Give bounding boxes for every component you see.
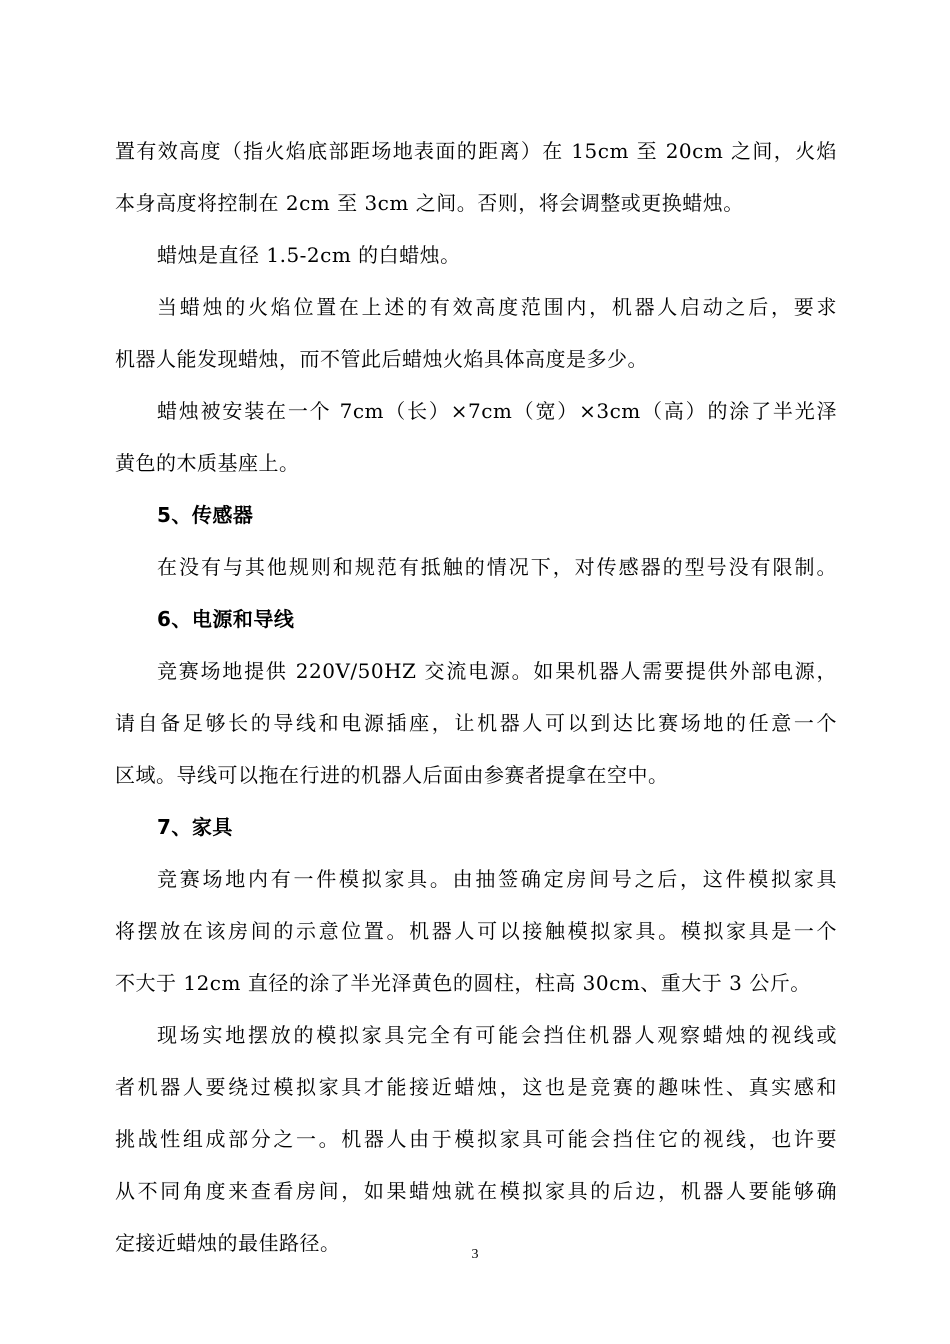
paragraph-line: 挑战性组成部分之一。机器人由于模拟家具可能会挡住它的视线，也许要 [115,1127,837,1151]
paragraph-line: 区域。导线可以拖在行进的机器人后面由参赛者提拿在空中。 [115,763,669,787]
paragraph-line: 者机器人要绕过模拟家具才能接近蜡烛，这也是竞赛的趣味性、真实感和 [115,1075,837,1099]
section-heading-furniture: 7、家具 [157,815,233,839]
paragraph-line: 当蜡烛的火焰位置在上述的有效高度范围内，机器人启动之后，要求 [157,295,837,319]
paragraph-line: 将摆放在该房间的示意位置。机器人可以接触模拟家具。模拟家具是一个 [115,919,837,943]
paragraph-line: 置有效高度（指火焰底部距场地表面的距离）在 15cm 至 20cm 之间，火焰 [115,139,837,163]
paragraph-line: 请自备足够长的导线和电源插座，让机器人可以到达比赛场地的任意一个 [115,711,837,735]
paragraph-line: 竞赛场地内有一件模拟家具。由抽签确定房间号之后，这件模拟家具 [157,867,837,891]
paragraph-line: 竞赛场地提供 220V/50HZ 交流电源。如果机器人需要提供外部电源， [157,659,837,683]
paragraph-line: 本身高度将控制在 2cm 至 3cm 之间。否则，将会调整或更换蜡烛。 [115,191,744,215]
paragraph-line: 蜡烛被安装在一个 7cm（长）×7cm（宽）×3cm（高）的涂了半光泽 [157,399,837,423]
section-heading-power: 6、电源和导线 [157,607,295,631]
paragraph-line: 现场实地摆放的模拟家具完全有可能会挡住机器人观察蜡烛的视线或 [157,1023,837,1047]
paragraph-line: 不大于 12cm 直径的涂了半光泽黄色的圆柱，柱高 30cm、重大于 3 公斤。 [115,971,811,995]
paragraph-line: 从不同角度来查看房间，如果蜡烛就在模拟家具的后边，机器人要能够确 [115,1179,837,1203]
page-number: 3 [471,1247,479,1262]
paragraph-line: 定接近蜡烛的最佳路径。 [115,1231,341,1255]
paragraph-line: 机器人能发现蜡烛，而不管此后蜡烛火焰具体高度是多少。 [115,347,648,371]
document-body [115,125,837,1269]
section-heading-sensors: 5、传感器 [157,503,254,527]
paragraph-line: 黄色的木质基座上。 [115,451,300,475]
paragraph-line: 在没有与其他规则和规范有抵触的情况下，对传感器的型号没有限制。 [157,555,837,579]
paragraph-line: 蜡烛是直径 1.5-2cm 的白蜡烛。 [157,243,461,267]
